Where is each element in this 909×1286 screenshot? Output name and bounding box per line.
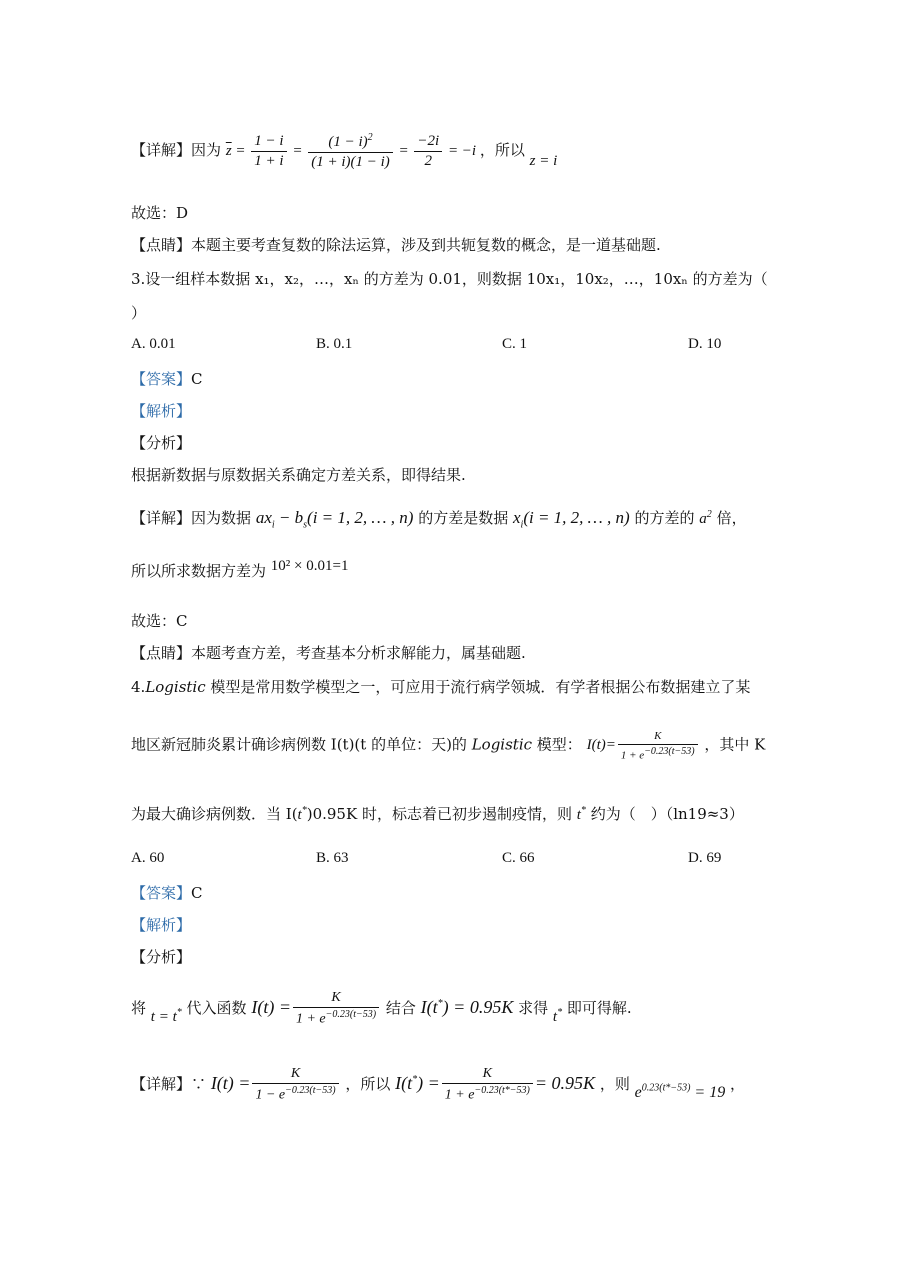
q4-fenxi-math-3: I(t*) = 0.95K (420, 997, 514, 1018)
q4-option-c: C. 66 (502, 850, 535, 866)
q4-detail-math-1: I(t) = $\frac{K}{1 - e^{-0.23(t-53)}}$ (211, 1073, 341, 1093)
q4-detail-a: ∵ (191, 1075, 207, 1094)
q3-detail-line2-math: 10² × 0.01=1 (270, 558, 349, 574)
q3-formula-1: $ax_i - b_s(i = 1$, 2, … , n) (255, 508, 414, 531)
q4-fenxi-math-2: I(t) = $\frac{K}{1 + e^{-0.23(t-53)}}$ (251, 997, 381, 1017)
q4-fenxi-b: 代入函数 (186, 999, 247, 1018)
q4-detail-c: ，则 (599, 1075, 630, 1094)
q3-fenxi-label: 【分析】 (131, 434, 192, 452)
q2-result: z = i (529, 153, 558, 170)
q4-fenxi-c: 结合 (385, 999, 416, 1018)
q4-option-d: D. 69 (688, 850, 722, 866)
q4-stem-line3 (131, 803, 744, 824)
q2-choice: 故选：D (131, 204, 189, 222)
q4-stem-line3-c: 约为（ ）（ln19≈3） (590, 805, 744, 823)
q3-answer-label: 【答案】 (131, 370, 192, 388)
q3-comment (131, 642, 526, 663)
q4-analysis-label: 【解析】 (131, 916, 192, 934)
q3-answer (131, 368, 203, 389)
q3-detail-b: 的方差是数据 (418, 509, 509, 527)
q3-detail-d: 倍， (716, 509, 747, 527)
q3-comment-text: 本题考查方差，考查基本分析求解能力，属基础题. (191, 644, 526, 662)
q4-fenxi-a: 将 (131, 999, 147, 1018)
q3-answer-value: C (191, 370, 203, 388)
q4-detail-b: ，所以 (345, 1075, 391, 1094)
q3-option-c: C. 1 (502, 336, 528, 352)
q4-answer-label: 【答案】 (131, 884, 192, 902)
q3-choice: 故选：C (131, 612, 188, 630)
q2-comment (131, 234, 661, 255)
q3-detail-line (131, 507, 747, 530)
q4-tstar-2: t* (576, 805, 586, 823)
q4-stem-num: 4. (131, 678, 146, 696)
q2-detail-line (131, 132, 557, 172)
q3-option-b: B. 0.1 (316, 336, 353, 352)
q3-detail-a: 因为数据 (191, 509, 252, 527)
q4-stem-line2-logistic: Logistic (471, 735, 533, 754)
q4-stem-rest: 模型是常用数学模型之一，可应用于流行病学领城．有学者根据公布数据建立了某 (205, 678, 751, 696)
q4-fenxi-d: 求得 (518, 999, 549, 1018)
q3-detail-label: 【详解】 (131, 509, 192, 527)
q4-answer-value: C (191, 884, 203, 902)
q4-option-b: B. 63 (316, 850, 349, 866)
q4-option-a: A. 60 (131, 850, 165, 866)
q4-tstar-1: t* (297, 805, 307, 823)
q4-detail-line (131, 1066, 745, 1104)
q4-fenxi-e: 即可得解. (566, 999, 632, 1018)
q4-detail-label: 【详解】 (131, 1075, 192, 1094)
q4-detail-math-2: I(t*) = $\frac{K}{1 + e^{-0.23(t*-53)}}$ = 0.95K (395, 1066, 596, 1103)
q4-fenxi-math-1: t = t* (150, 1007, 182, 1026)
q3-detail-line2-text: 所以所求数据方差为 (131, 562, 267, 580)
q4-fenxi-math-4: t* (552, 1007, 563, 1026)
q4-fenxi-line (131, 990, 632, 1028)
q4-stem-line2 (131, 730, 765, 762)
q3-option-d: D. 10 (688, 336, 722, 352)
q2-comment-text: 本题主要考查复数的除法运算，涉及到共轭复数的概念，是一道基础题. (191, 236, 661, 254)
q2-detail-text: 因为 (191, 141, 222, 160)
q4-detail-math-3: $e^{0.23(t*-53)} = 19$ (634, 1082, 726, 1102)
q4-stem-line3-b: )0.95K 时，标志着已初步遏制疫情，则 (306, 805, 572, 823)
q2-formula: $\overline{z}$ = $\frac{1 - i}{1 + i}$ = $\frac{(1 - i)^2}{(1 + i)(1 - i)}$ = $\frac{-2i}{2}$ = −i (225, 132, 480, 171)
q4-stem-line2-a: 地区新冠肺炎累计确诊病例数 I(t)(t 的单位：天)的 (131, 735, 472, 754)
q4-stem-line1 (131, 676, 750, 697)
q3-stem-line1: 3.设一组样本数据 x₁，x₂，…，xₙ 的方差为 0.01，则数据 10x₁，10x₂，…，10xₙ 的方差为（ (131, 270, 768, 288)
q4-answer (131, 882, 203, 903)
q3-formula-3: $a^2$ (699, 509, 712, 527)
q3-stem-line2: ） (131, 304, 147, 322)
q3-option-a: A. 0.01 (131, 336, 176, 352)
q3-formula-2: $x_i(i = 1$, 2, … , n) (513, 508, 630, 531)
q4-stem-logistic: Logistic (145, 678, 206, 696)
q2-detail-suffix: ，所以 (479, 141, 525, 160)
q3-detail-c: 的方差的 (634, 509, 695, 527)
q3-comment-label: 【点睛】 (131, 644, 192, 662)
q3-analysis-label: 【解析】 (131, 402, 192, 420)
q4-stem-line2-d: ，其中 K (704, 735, 766, 754)
q4-fenxi-label: 【分析】 (131, 948, 192, 966)
q4-model-formula: I(t)= $\frac{K}{1 + e^{-0.23(t-53)}}$ (587, 737, 700, 753)
q2-comment-label: 【点睛】 (131, 236, 192, 254)
q4-stem-line3-a: 为最大确诊病例数．当 I( (131, 805, 298, 823)
q3-fenxi-text: 根据新数据与原数据关系确定方差关系，即得结果. (131, 466, 466, 484)
q4-stem-line2-c: 模型： (532, 735, 582, 754)
q2-detail-label: 【详解】 (131, 141, 192, 160)
q4-detail-d: ， (730, 1075, 746, 1094)
q3-detail-line2 (131, 560, 348, 581)
